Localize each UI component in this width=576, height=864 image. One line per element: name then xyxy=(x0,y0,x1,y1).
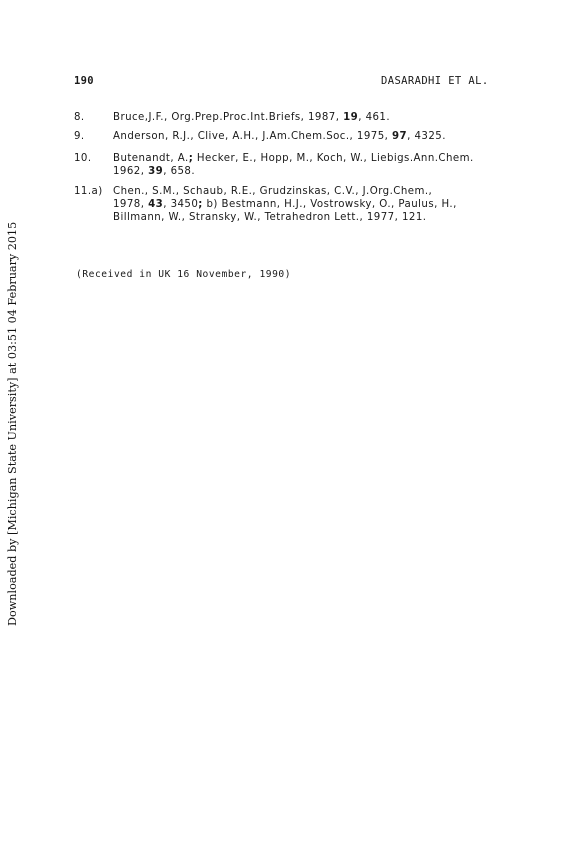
reference-segment: , 461. xyxy=(358,112,391,123)
reference-number: 10. xyxy=(74,153,92,164)
received-note: (Received in UK 16 November, 1990) xyxy=(76,269,292,280)
download-notice-text: Downloaded by [Michigan State University] at 03:51 04 February 2015 xyxy=(6,221,19,626)
reference-bold-segment: ; xyxy=(188,153,194,164)
reference-bold-segment: 39 xyxy=(148,166,164,177)
reference-number: 9. xyxy=(74,131,85,142)
reference-number: 8. xyxy=(74,112,85,123)
reference-text xyxy=(113,130,543,143)
reference-text xyxy=(113,185,543,224)
reference-segment: b) Bestmann, H.J., Vostrowsky, O., Paulus, H., xyxy=(202,199,457,210)
reference-bold-segment: 19 xyxy=(343,112,359,123)
reference-segment: 1978, xyxy=(113,199,149,210)
reference-segment: Chen., S.M., Schaub, R.E., Grudzinskas, C.V., J.Org.Chem., xyxy=(113,186,433,197)
reference-segment: , 4325. xyxy=(407,131,446,142)
reference-line xyxy=(113,111,543,124)
reference-segment: Bruce,J.F., Org.Prep.Proc.Int.Briefs, 1987, xyxy=(113,112,344,123)
reference-bold-segment: ; xyxy=(198,199,203,210)
reference-segment: 1962, xyxy=(113,166,149,177)
reference-segment: Billmann, W., Stransky, W., Tetrahedron Lett., 1977, 121. xyxy=(113,212,427,223)
reference-text xyxy=(113,152,543,178)
reference-line xyxy=(113,130,543,143)
reference-line xyxy=(113,211,543,224)
reference-number: 11.a) xyxy=(74,186,103,197)
reference-bold-segment: 97 xyxy=(392,131,408,142)
reference-segment: Butenandt, A. xyxy=(113,153,189,164)
download-notice xyxy=(4,221,19,628)
reference-segment: Hecker, E., Hopp, M., Koch, W., Liebigs.Ann.Chem. xyxy=(193,153,474,164)
reference-segment: , 3450 xyxy=(163,199,199,210)
reference-text xyxy=(113,111,543,124)
reference-segment: , 658. xyxy=(163,166,196,177)
page-number: 190 xyxy=(74,75,94,87)
reference-line xyxy=(113,165,543,178)
running-title: DASARADHI ET AL. xyxy=(381,75,489,87)
reference-segment: Anderson, R.J., Clive, A.H., J.Am.Chem.Soc., 1975, xyxy=(113,131,393,142)
reference-line xyxy=(113,198,543,211)
reference-line xyxy=(113,185,543,198)
reference-line xyxy=(113,152,543,165)
reference-bold-segment: 43 xyxy=(148,199,164,210)
